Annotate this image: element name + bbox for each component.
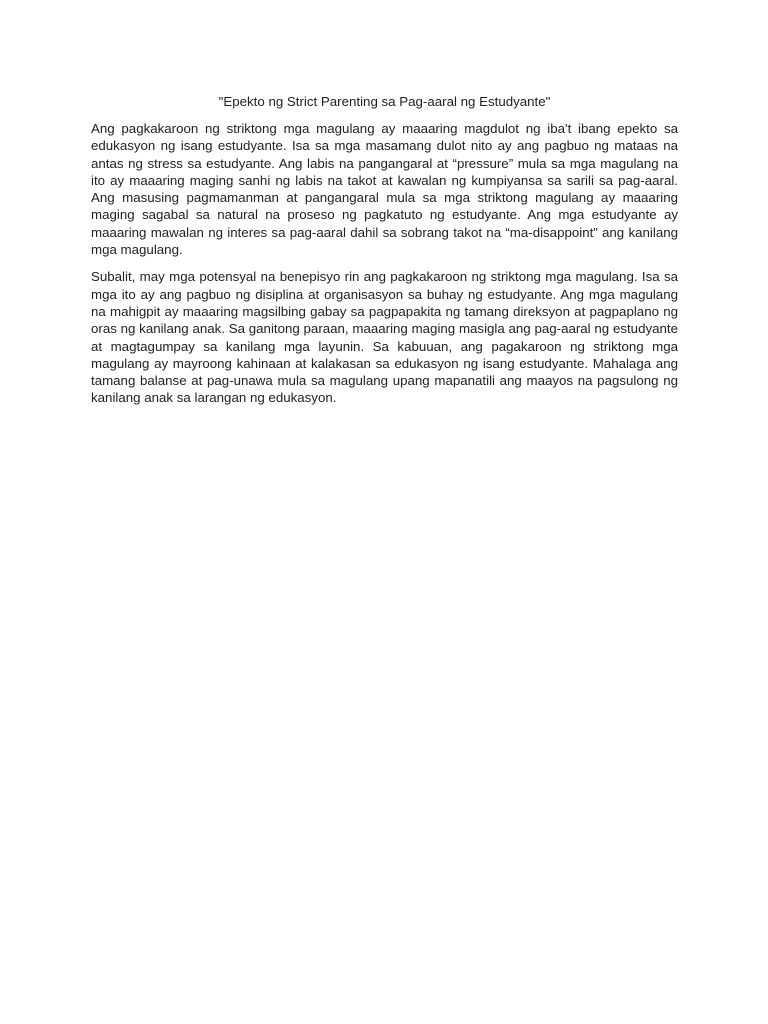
- document-title: "Epekto ng Strict Parenting sa Pag-aaral ng Estudyante": [218, 94, 551, 109]
- document-paragraph-2: Subalit, may mga potensyal na benepisyo rin ang pagkakaroon ng striktong mga magulang. Isa sa mga ito ay ang pagbuo ng disiplina at organisasyon sa buhay ng estudyante. Ang mga magulang na mahigpit ay maaaring magsilbing gabay sa pagpapakita ng tamang direksyon at pagpaplano ng oras ng kanilang anak. Sa ganitong paraan, maaaring maging masigla ang pag-aaral ng estudyante at magtagumpay sa kanilang mga layunin. Sa kabuuan, ang pagakaroon ng striktong mga magulang ay mayroong kahinaan at kalakasan sa edukasyon ng isang estudyante. Mahalaga ang tamang balanse at pag-unawa mula sa magulang upang mapanatili ang maayos na pagsulong ng kanilang anak sa larangan ng edukasyon.: [91, 269, 678, 406]
- document-paragraph-1: Ang pagkakaroon ng striktong mga magulang ay maaaring magdulot ng iba't ibang epekto sa edukasyon ng isang estudyante. Isa sa mga masamang dulot nito ay ang pagbuo ng mataas na antas ng stress sa estudyante. Ang labis na pangangaral at “pressure” mula sa mga magulang na ito ay maaaring maging sanhi ng labis na takot at kawalan ng kumpiyansa sa sarili sa pag-aaral. Ang masusing pagmamanman at pangangaral mula sa mga striktong magulang ay maaaring maging sagabal sa natural na proseso ng pagkatuto ng estudyante. Ang mga estudyante ay maaaring mawalan ng interes sa pag-aaral dahil sa sobrang takot na “ma-disappoint” ang kanilang mga magulang.: [91, 121, 678, 258]
